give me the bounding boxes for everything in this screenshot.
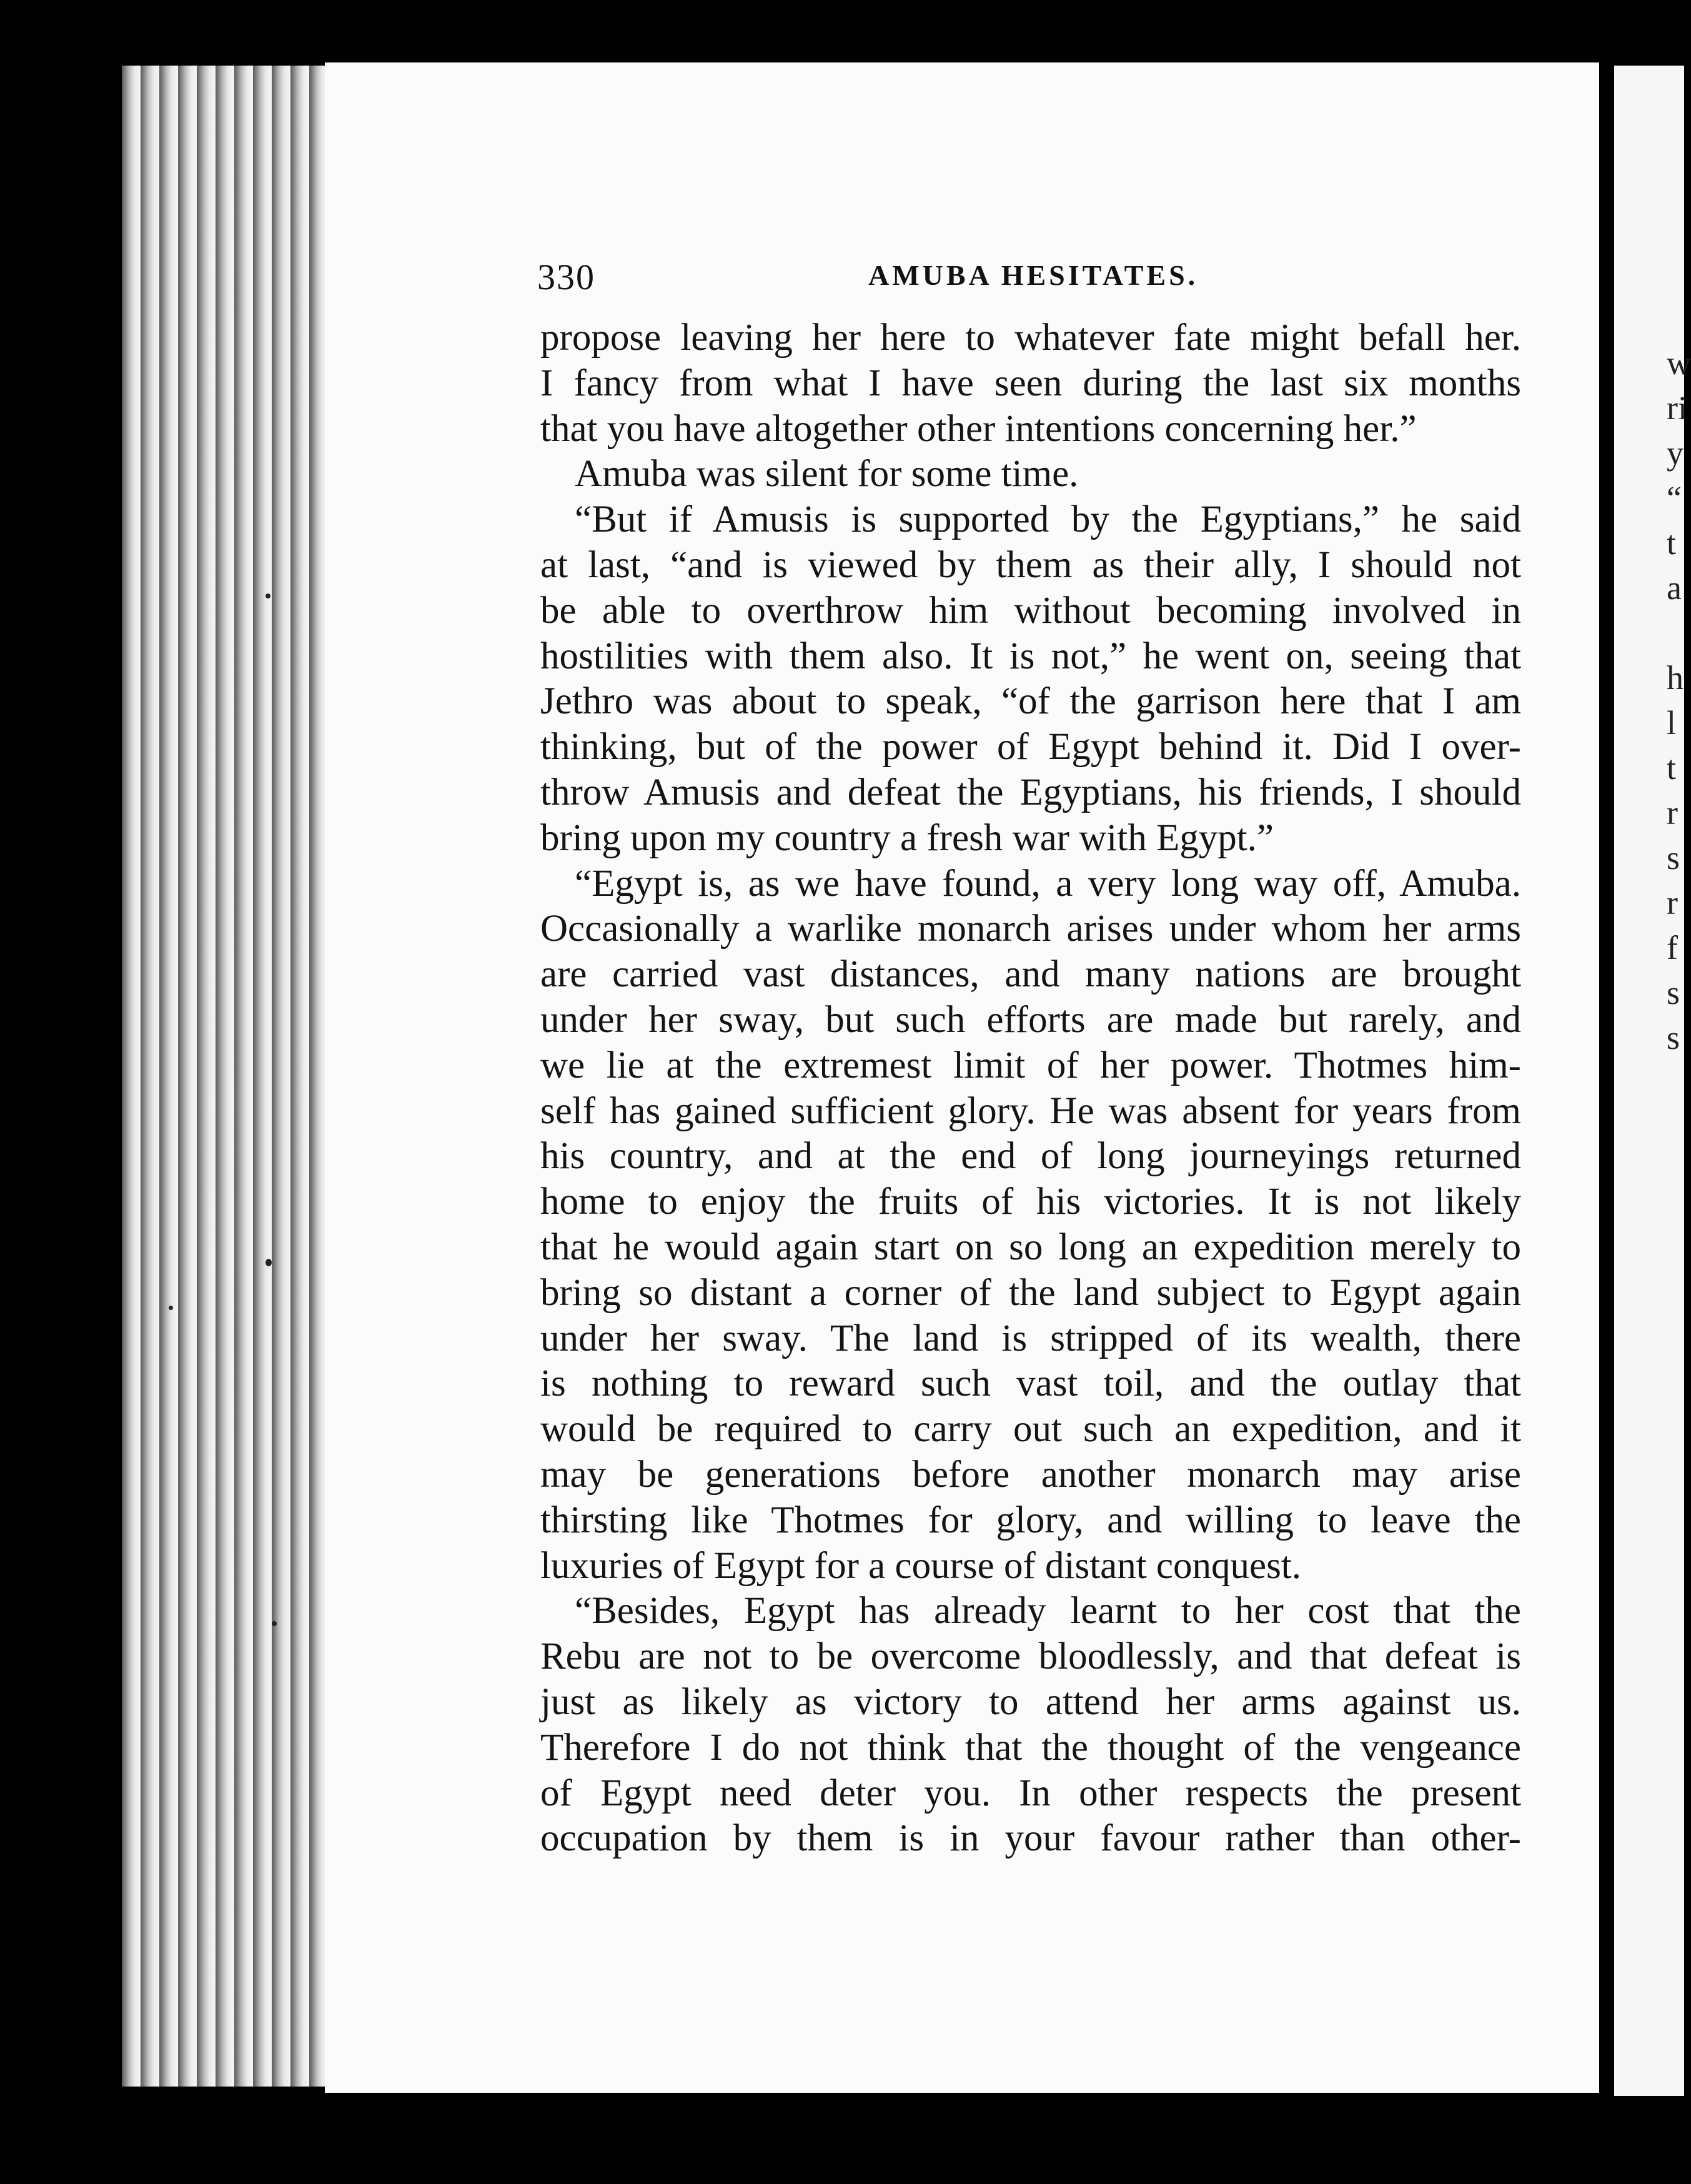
text-line: that you have altogether other intentions concerning her.” (540, 407, 1417, 450)
text-line: “But if Amusis is supported by the Egyptians,” he said (575, 499, 1521, 541)
text-line: “Besides, Egypt has already learnt to her cost that the (575, 1590, 1521, 1632)
text-line: we lie at the extremest limit of her power. Thotmes him- (540, 1044, 1521, 1086)
text-line: at last, “and is viewed by them as their ally, I should not (540, 544, 1521, 586)
text-line: Jethro was about to speak, “of the garrison here that I am (540, 680, 1521, 723)
text-line: are carried vast distances, and many nations are brought (540, 953, 1521, 996)
facing-page-text-fragments (1667, 340, 1691, 1090)
facing-page-fragment: s (1667, 1019, 1680, 1056)
facing-page-fragment: s (1667, 974, 1680, 1011)
facing-page-fragment: a (1667, 569, 1682, 607)
book-page (325, 62, 1599, 2093)
text-line: luxuries of Egypt for a course of distant conquest. (540, 1544, 1302, 1587)
running-title: AMUBA HESITATES. (868, 259, 1199, 291)
text-line: throw Amusis and defeat the Egyptians, his friends, I should (540, 771, 1521, 813)
facing-page-fragment: t (1667, 524, 1677, 562)
facing-page-fragment: s (1667, 839, 1680, 876)
text-line: may be generations before another monarch may arise (540, 1453, 1521, 1496)
ink-speck (169, 1306, 173, 1310)
text-line: home to enjoy the fruits of his victories. It is not likely (540, 1181, 1521, 1223)
text-line: bring upon my country a fresh war with Egypt.” (540, 817, 1274, 859)
text-line: under her sway. The land is stripped of its wealth, there (540, 1317, 1521, 1359)
ink-speck (265, 1259, 272, 1266)
text-line: of Egypt need deter you. In other respects the present (540, 1772, 1521, 1814)
text-line: is nothing to reward such vast toil, and the outlay that (540, 1363, 1521, 1405)
facing-page-fragment: w (1667, 344, 1691, 382)
text-line: thirsting like Thotmes for glory, and willing to leave the (540, 1499, 1521, 1541)
body-text (540, 315, 1521, 1952)
facing-page-fragment: h (1667, 659, 1684, 697)
text-line: thinking, but of the power of Egypt behind it. Did I over- (540, 726, 1521, 768)
text-line: be able to overthrow him without becoming involved in (540, 589, 1521, 632)
text-line: propose leaving her here to whatever fate might befall her. (540, 317, 1521, 359)
text-line: Amuba was silent for some time. (575, 453, 1079, 495)
facing-page-fragment: ri (1667, 389, 1687, 427)
facing-page-fragment: y (1667, 434, 1684, 472)
text-line: just as likely as victory to attend her arms against us. (540, 1680, 1521, 1723)
facing-page-fragment: “ (1667, 479, 1682, 517)
facing-page-fragment (1667, 610, 1684, 655)
text-line: Occasionally a warlike monarch arises under whom her arms (540, 908, 1521, 950)
text-line: under her sway, but such efforts are made but rarely, and (540, 998, 1521, 1041)
page-edges (122, 66, 328, 2087)
text-line: I fancy from what I have seen during the last six months (540, 362, 1521, 404)
facing-page-fragment: l (1667, 704, 1677, 742)
facing-page-fragment: r (1667, 884, 1678, 921)
text-line: hostilities with them also. It is not,” he went on, seeing that (540, 635, 1521, 677)
ink-speck (265, 593, 270, 598)
text-line: “Egypt is, as we have found, a very long way off, Amuba. (575, 862, 1521, 905)
ink-speck (272, 1621, 277, 1626)
text-line: occupation by them is in your favour rather than other- (540, 1817, 1521, 1860)
text-line: self has gained sufficient glory. He was absent for years from (540, 1090, 1521, 1132)
text-line: would be required to carry out such an expedition, and it (540, 1408, 1521, 1451)
text-line: bring so distant a corner of the land subject to Egypt again (540, 1271, 1521, 1314)
text-line: Rebu are not to be overcome bloodlessly, and that defeat is (540, 1636, 1521, 1678)
text-line: his country, and at the end of long journeyings returned (540, 1135, 1521, 1178)
text-line: Therefore I do not think that the thought of the vengeance (540, 1726, 1521, 1769)
text-line: that he would again start on so long an expedition merely to (540, 1226, 1521, 1268)
page-number: 330 (537, 257, 595, 297)
facing-page-fragment: t (1667, 749, 1677, 787)
facing-page-fragment: r (1667, 794, 1678, 831)
facing-page-fragment: f (1667, 929, 1678, 966)
